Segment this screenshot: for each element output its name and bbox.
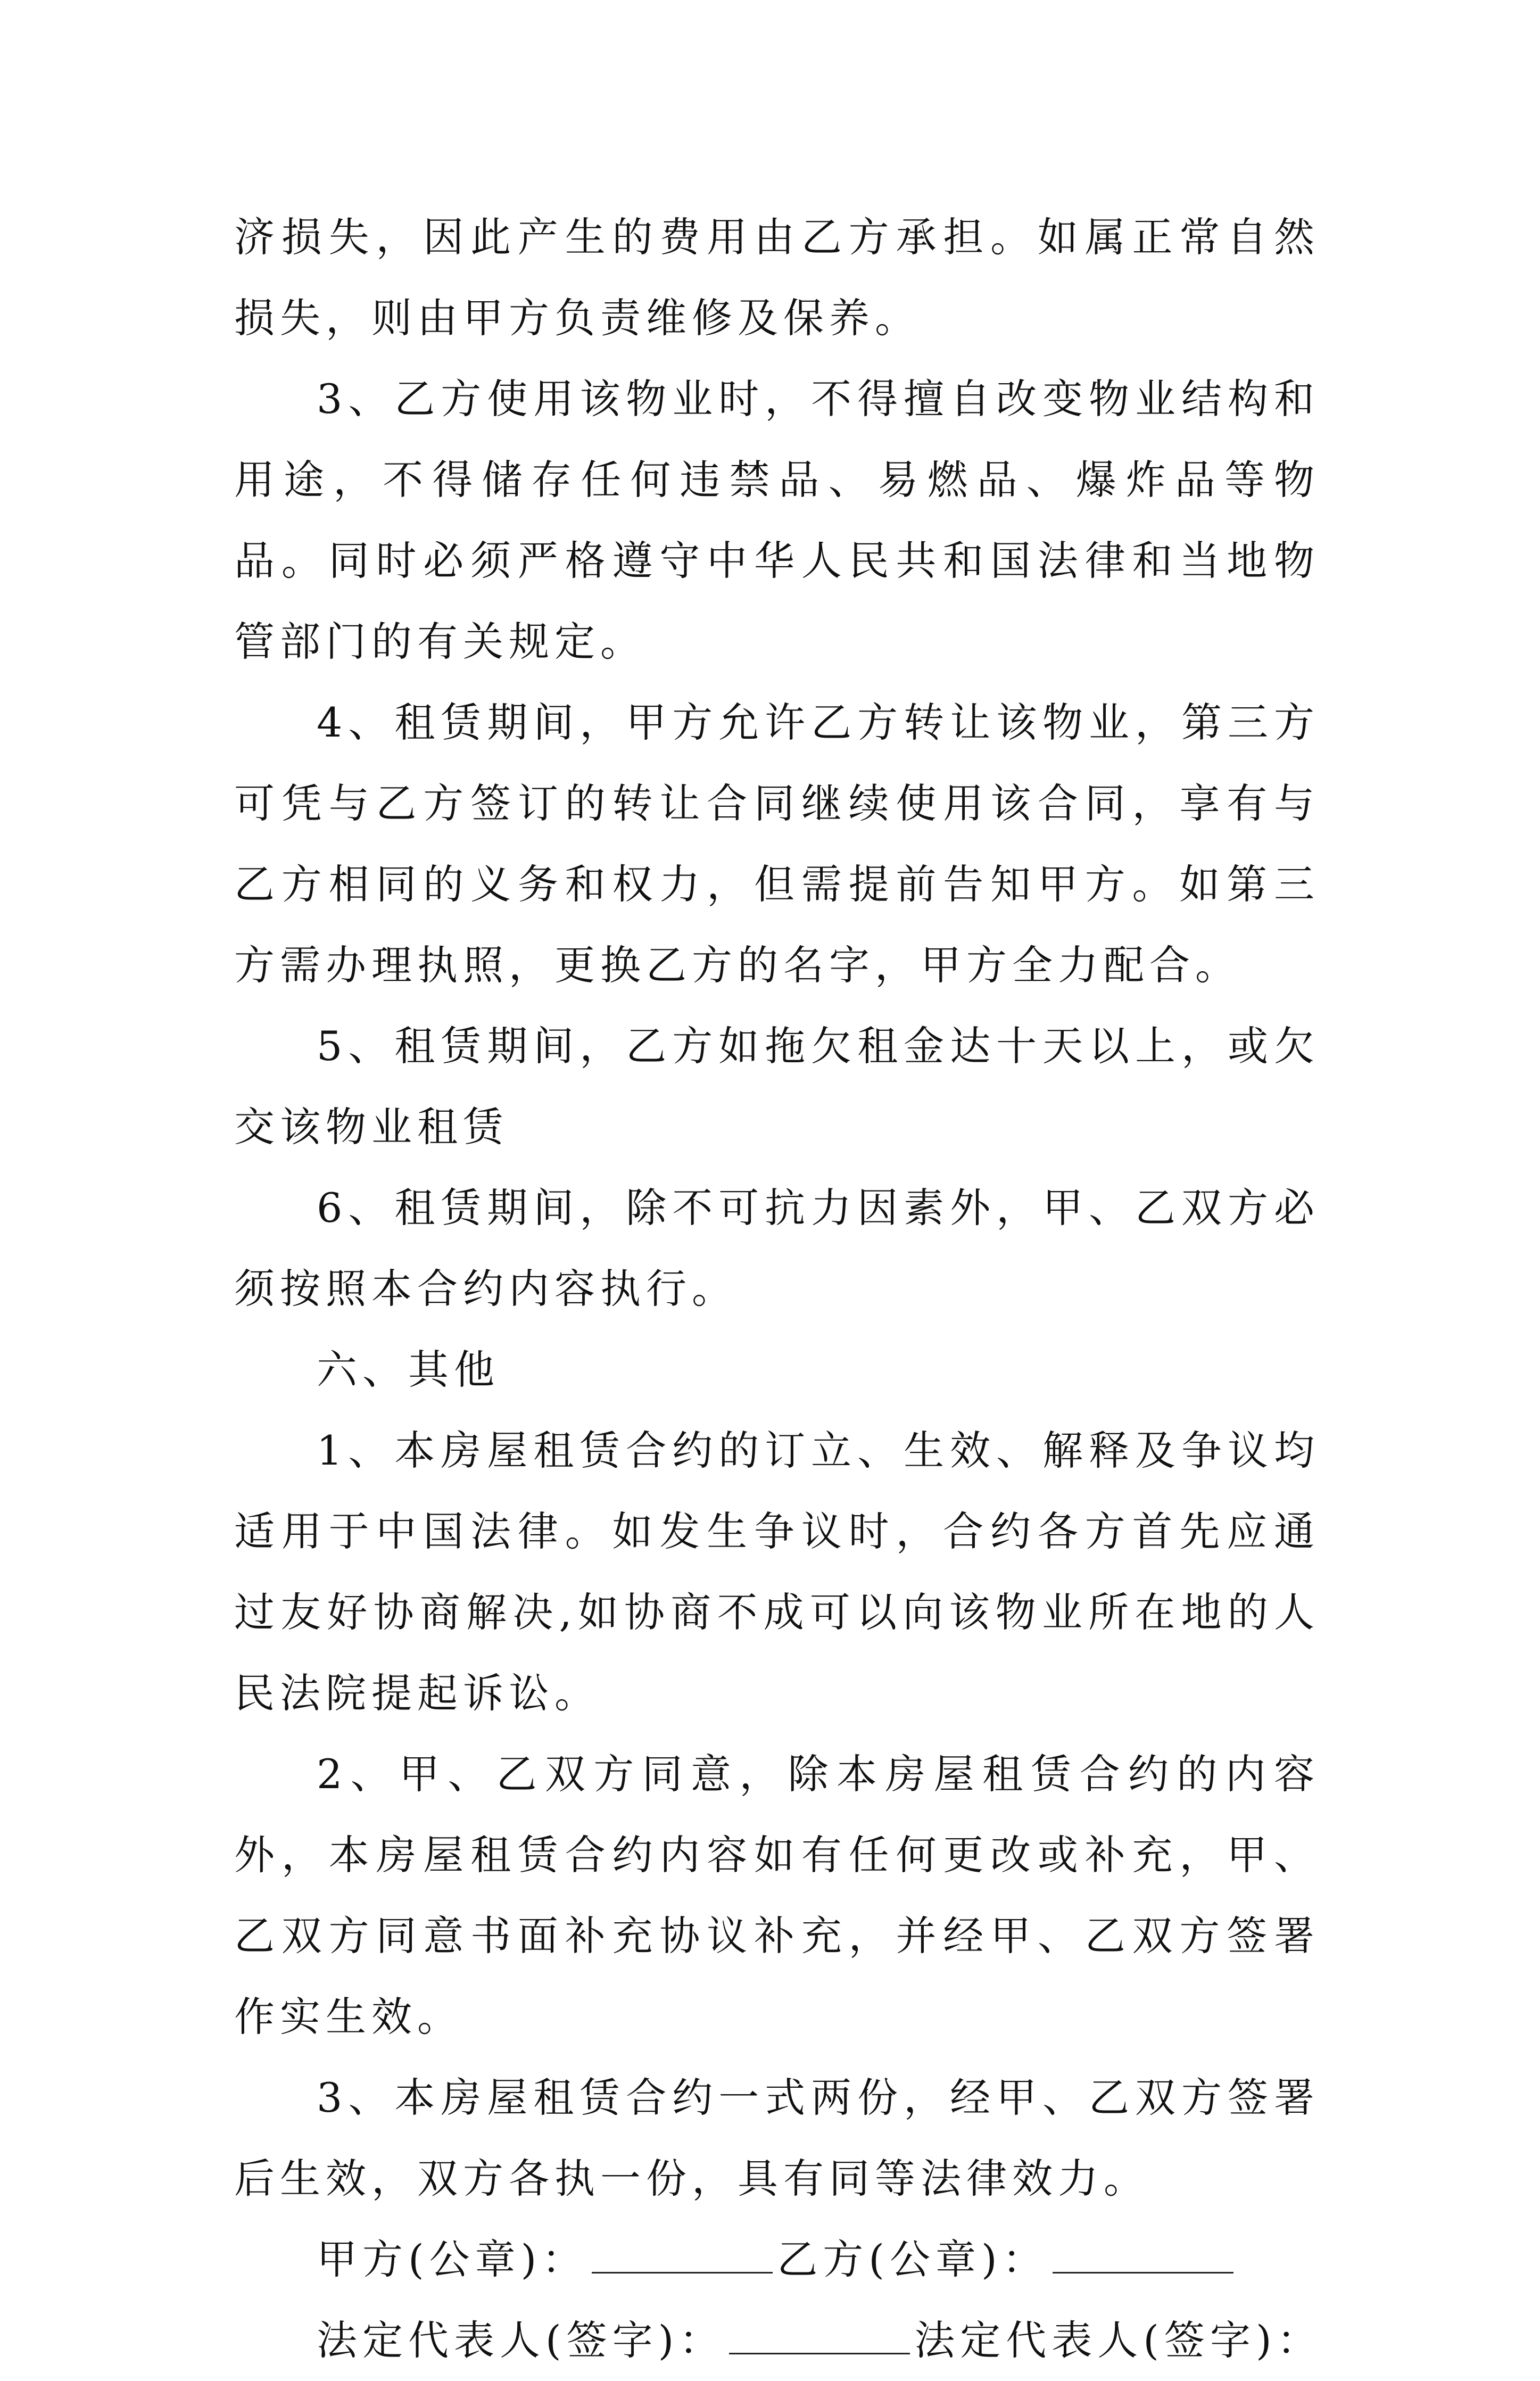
party-a-seal-blank — [592, 2270, 773, 2273]
clause-copies: 3、本房屋租赁合约一式两份，经甲、乙双方签署后生效，双方各执一份，具有同等法律效力。 — [234, 2074, 1320, 2202]
paragraph-damage-liability: 济损失，因此产生的费用由乙方承担。如属正常自然损失，则由甲方负责维修及保养。 — [234, 213, 1320, 342]
legal-rep-a-label: 法定代表人(签字)： — [317, 2317, 725, 2364]
party-b-seal-label: 乙方(公章)： — [777, 2236, 1048, 2283]
legal-rep-line — [234, 2300, 1323, 2381]
clause-amendments: 2、甲、乙双方同意，除本房屋租赁合约的内容外，本房屋租赁合约内容如有任何更改或补充，甲、乙双方同意书面补充协议补充，并经甲、乙双方签署作实生效。 — [234, 1750, 1320, 2040]
document-page — [234, 197, 1323, 2381]
legal-rep-b-label: 法定代表人(签字)： — [914, 2317, 1323, 2364]
seal-line — [234, 2219, 1320, 2300]
section-heading-other: 六、其他 — [317, 1346, 500, 1393]
party-b-seal-blank — [1053, 2270, 1233, 2273]
clause-transfer: 4、租赁期间，甲方允许乙方转让该物业，第三方可凭与乙方签订的转让合同继续使用该合同，享有与乙方相同的义务和权力，但需提前告知甲方。如第三方需办理执照，更换乙方的名字，甲方全力配合。 — [234, 699, 1320, 989]
legal-rep-a-blank — [729, 2351, 910, 2354]
clause-property-use: 3、乙方使用该物业时，不得擅自改变物业结构和用途，不得储存任何违禁品、易燃品、爆炸品等物品。同时必须严格遵守中华人民共和国法律和当地物管部门的有关规定。 — [234, 375, 1320, 665]
party-a-seal-label: 甲方(公章)： — [317, 2236, 588, 2283]
clause-force-majeure: 6、租赁期间，除不可抗力因素外，甲、乙双方必须按照本合约内容执行。 — [234, 1184, 1320, 1312]
clause-governing-law: 1、本房屋租赁合约的订立、生效、解释及争议均适用于中国法律。如发生争议时，合约各方首先应通过友好协商解决,如协商不成可以向该物业所在地的人民法院提起诉讼。 — [234, 1427, 1320, 1717]
clause-rent-arrears: 5、租赁期间，乙方如拖欠租金达十天以上，或欠交该物业租赁 — [234, 1022, 1320, 1151]
